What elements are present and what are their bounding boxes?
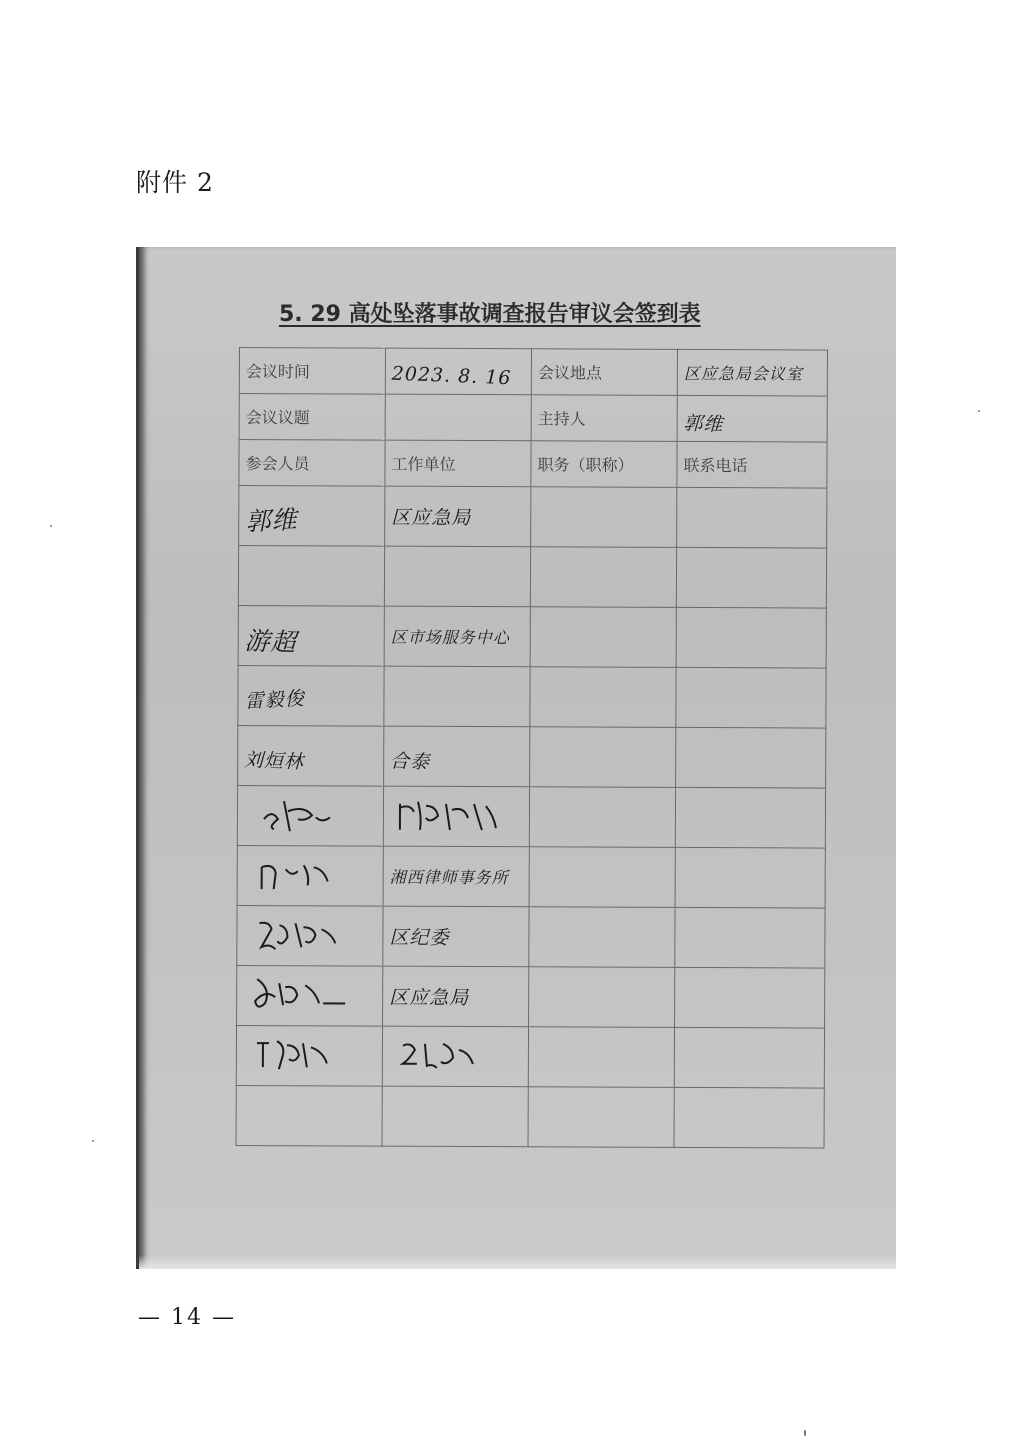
meeting-place-value [677, 349, 827, 396]
attendee-phone [677, 487, 827, 548]
phone-header: 联系电话 [677, 441, 827, 488]
work-unit-header: 工作单位 [385, 440, 531, 487]
meeting-time-handwriting: 2023. 8. 16 [391, 362, 512, 389]
attendee-position [530, 727, 676, 788]
attendee-name [236, 1085, 382, 1146]
attendee-name [236, 1025, 382, 1086]
unit-handwriting: 湘西律师事务所 [389, 867, 509, 888]
unit-handwriting: 合泰 [389, 749, 431, 774]
table-row [236, 1025, 824, 1088]
signature: 雷毅俊 [244, 687, 306, 713]
table-row [237, 785, 825, 848]
unit-scribble [390, 789, 510, 840]
attendee-name [237, 785, 383, 846]
attendee-name [237, 905, 383, 966]
attendee-position [530, 547, 676, 608]
signature: 刘烜林 [243, 748, 305, 774]
signature-scribble [243, 969, 353, 1019]
signature-scribble [243, 909, 353, 959]
attendee-position [529, 847, 675, 908]
scan-speck [978, 410, 980, 412]
host-label: 主持人 [531, 395, 677, 442]
attendee-name [237, 845, 383, 906]
column-header-row [239, 440, 827, 489]
attendee-unit [383, 786, 529, 847]
attendee-unit [384, 726, 530, 787]
signature: 游超 [243, 625, 298, 657]
attendee-unit [385, 486, 531, 547]
unit-handwriting: 区应急局 [389, 986, 470, 1010]
table-row [237, 845, 825, 908]
meeting-place-handwriting: 区应急局会议室 [683, 363, 803, 384]
attendee-position [531, 487, 677, 548]
meeting-topic-row [239, 394, 827, 443]
attendee-unit [383, 966, 529, 1027]
table-row [236, 1085, 824, 1148]
attendee-unit [383, 906, 529, 967]
scan-speck [804, 1430, 806, 1436]
table-row [238, 605, 826, 668]
meeting-time-row [239, 348, 827, 397]
meeting-place-label: 会议地点 [531, 349, 677, 396]
attendee-phone [676, 547, 826, 608]
attendee-unit [382, 1086, 528, 1147]
table-row [237, 965, 825, 1028]
signature-scribble [244, 789, 354, 839]
signature-scribble [243, 1029, 353, 1079]
attendee-phone [675, 967, 825, 1028]
attendee-phone [675, 787, 825, 848]
scanned-sign-in-sheet [136, 247, 896, 1269]
attendees-header: 参会人员 [239, 440, 385, 487]
attachment-label: 附件 2 [136, 168, 214, 197]
attendee-position [529, 787, 675, 848]
form-title: 5. 29 高处坠落事故调查报告审议会签到表 [279, 302, 701, 327]
attendee-position [528, 1027, 674, 1088]
unit-handwriting: 区市场服务中心 [390, 627, 510, 648]
attendee-phone [675, 847, 825, 908]
attendee-position [528, 1087, 674, 1148]
table-row [238, 546, 826, 609]
attendee-name [238, 725, 384, 786]
attendee-phone [675, 907, 825, 968]
signature: 郭维 [244, 504, 299, 536]
attendee-phone [674, 1087, 824, 1148]
sign-in-table [236, 347, 828, 1149]
table-row [238, 665, 826, 728]
unit-handwriting: 区纪委 [389, 926, 450, 949]
attendee-unit [382, 1026, 528, 1087]
meeting-topic-value [385, 394, 531, 441]
attendee-unit [384, 666, 530, 727]
attendee-name [239, 486, 385, 547]
attendee-phone [674, 1027, 824, 1088]
page-number: — 14 — [138, 1305, 236, 1330]
table-row [237, 905, 825, 968]
attendee-position [529, 907, 675, 968]
meeting-topic-label: 会议议题 [239, 394, 385, 441]
attendee-unit [383, 846, 529, 907]
attendee-name [238, 665, 384, 726]
attendee-phone [676, 667, 826, 728]
host-value [677, 395, 827, 442]
position-header: 职务（职称） [531, 441, 677, 488]
attendee-name [238, 605, 384, 666]
attendee-position [529, 967, 675, 1028]
scan-speck [50, 525, 52, 527]
attendee-phone [676, 607, 826, 668]
attendee-unit [384, 546, 530, 607]
attendee-name [238, 546, 384, 607]
attendee-unit [384, 606, 530, 667]
table-row [239, 486, 827, 549]
meeting-time-value [385, 348, 531, 395]
unit-scribble [389, 1029, 499, 1079]
unit-handwriting: 区应急局 [391, 506, 472, 530]
scan-speck [92, 1140, 94, 1142]
attendee-name [237, 965, 383, 1026]
attendee-position [530, 607, 676, 668]
host-handwriting: 郭维 [683, 412, 724, 436]
attendee-position [530, 667, 676, 728]
table-row [238, 725, 826, 788]
signature-scribble [244, 849, 354, 899]
attendee-phone [676, 727, 826, 788]
meeting-time-label: 会议时间 [239, 348, 385, 395]
